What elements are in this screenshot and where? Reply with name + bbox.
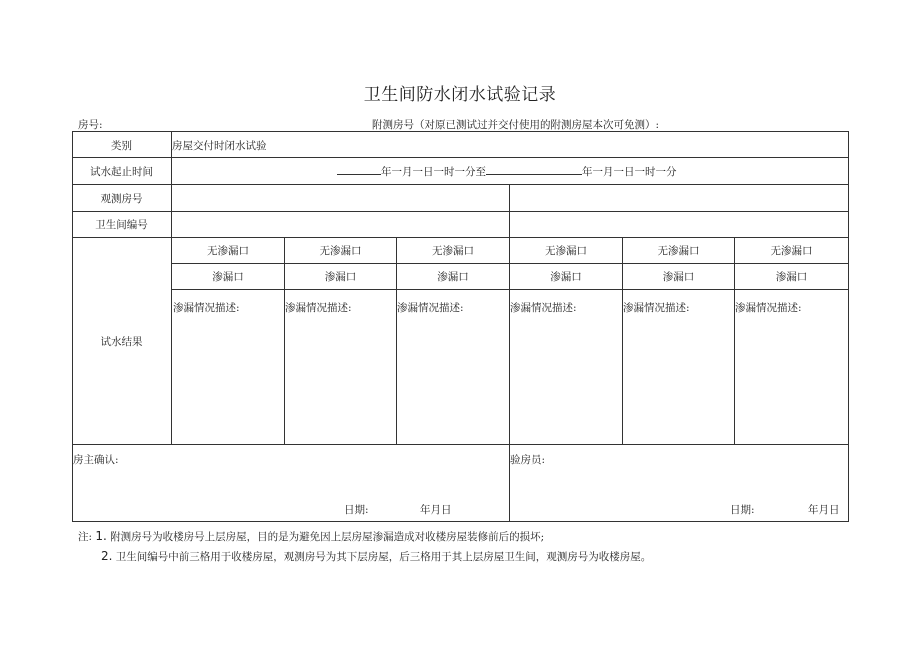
- note-prefix: 注:: [78, 531, 93, 543]
- leak-option[interactable]: 渗漏口: [662, 271, 695, 283]
- owner-date-format: 年月日: [420, 504, 452, 516]
- note-1-text: 附测房号为收楼房号上层房屋，目的是为避免因上层房屋渗漏造成对收楼房屋装修前后的损坏;: [110, 531, 545, 543]
- room-no-label: 房号:: [78, 119, 103, 131]
- inspector-date-format: 年月日: [808, 504, 840, 516]
- leak-option[interactable]: 渗漏口: [775, 271, 808, 283]
- no-leak-option[interactable]: 无渗漏口: [657, 245, 700, 257]
- page-title: 卫生间防水闭水试验记录: [363, 85, 557, 105]
- end-blank[interactable]: [486, 164, 582, 175]
- note-1-number: 1.: [95, 529, 107, 543]
- leak-option[interactable]: 渗漏口: [437, 271, 469, 283]
- bathroom-no-label: 卫生间编号: [95, 219, 148, 231]
- note-2: [101, 549, 651, 564]
- no-leak-option[interactable]: 无渗漏口: [770, 245, 813, 257]
- no-leak-option[interactable]: 无渗漏口: [432, 245, 474, 257]
- category-label: 类别: [111, 140, 132, 152]
- leak-description: 渗漏情况描述:: [173, 302, 240, 314]
- leak-description: 渗漏情况描述:: [510, 302, 577, 314]
- leak-description: 渗漏情况描述:: [735, 302, 802, 314]
- note-2-number: 2.: [101, 549, 113, 563]
- inspector-date-label: 日期:: [730, 504, 755, 516]
- time-label: 试水起止时间: [90, 166, 153, 178]
- leak-description: 渗漏情况描述:: [397, 302, 464, 314]
- inspector-label: 验房员:: [510, 454, 546, 466]
- leak-option[interactable]: 渗漏口: [550, 271, 582, 283]
- no-leak-option[interactable]: 无渗漏口: [319, 245, 362, 257]
- test-time-range[interactable]: [337, 164, 677, 179]
- category-value: 房屋交付时闭水试验: [172, 140, 267, 152]
- no-leak-option[interactable]: 无渗漏口: [545, 245, 587, 257]
- observe-room-label: 观测房号: [100, 193, 143, 205]
- note-1: [78, 529, 544, 544]
- time-end-text: 年一月一日一时一分: [582, 166, 677, 178]
- leak-option[interactable]: 渗漏口: [212, 271, 244, 283]
- owner-confirm-label: 房主确认:: [73, 454, 119, 466]
- owner-date-label: 日期:: [344, 504, 369, 516]
- time-mid-text: 年一月一日一时一分至: [381, 166, 486, 178]
- no-leak-option[interactable]: 无渗漏口: [207, 245, 249, 257]
- leak-description: 渗漏情况描述:: [285, 302, 352, 314]
- leak-option[interactable]: 渗漏口: [324, 271, 357, 283]
- attached-room-label: 附测房号（对原已测试过并交付使用的附测房屋本次可免测）:: [372, 119, 660, 131]
- leak-description: 渗漏情况描述:: [623, 302, 690, 314]
- test-result-label: 试水结果: [100, 336, 143, 348]
- note-2-text: 卫生间编号中前三格用于收楼房屋，观测房号为其下层房屋，后三格用于其上层房屋卫生间，观测房号为收楼房屋。: [115, 551, 652, 563]
- start-blank[interactable]: [337, 164, 381, 175]
